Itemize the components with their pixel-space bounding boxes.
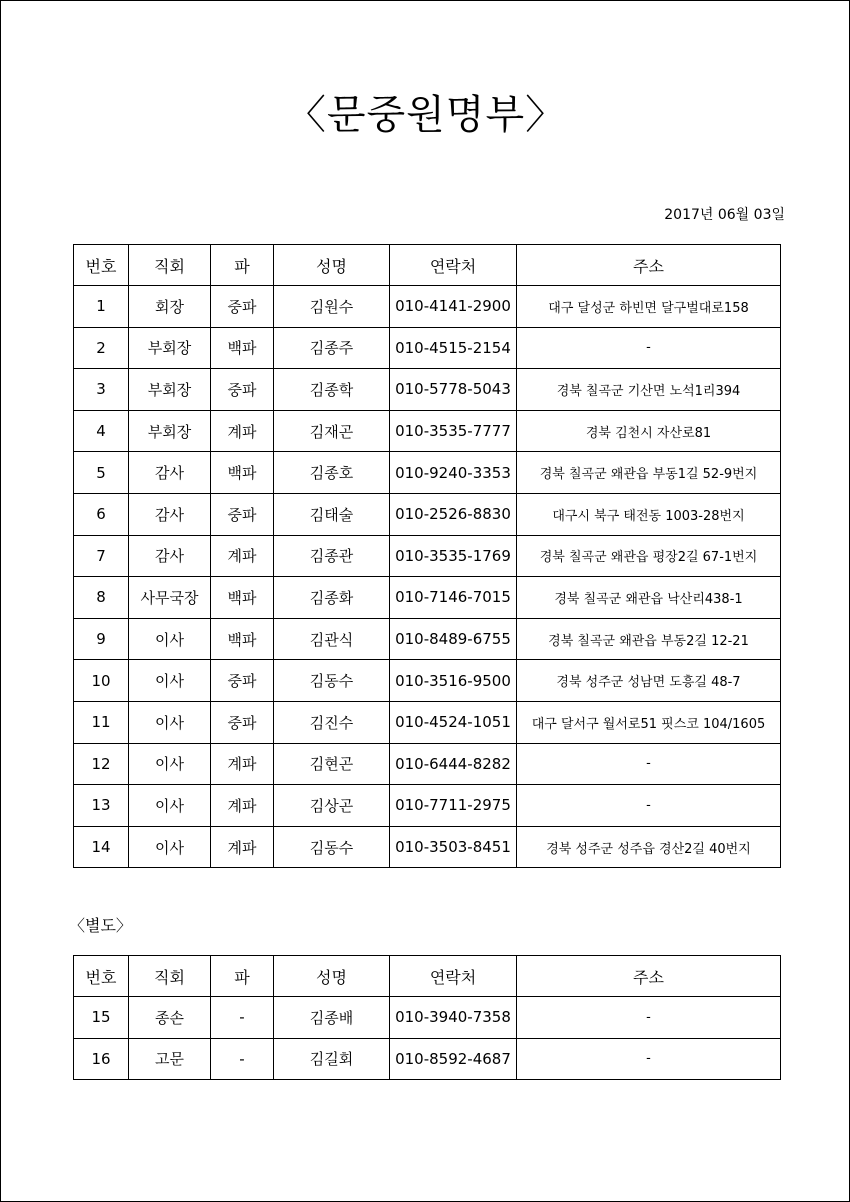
cell-number: 14 <box>74 826 129 868</box>
table-row <box>74 785 781 827</box>
cell-number: 3 <box>74 369 129 411</box>
cell-phone: 010-8489-6755 <box>390 618 517 660</box>
cell-number: 11 <box>74 701 129 743</box>
cell-address: - <box>517 785 781 827</box>
extra-member-rows <box>74 997 781 1080</box>
cell-address: - <box>517 997 781 1039</box>
cell-phone: 010-8592-4687 <box>390 1038 517 1080</box>
table-row <box>74 327 781 369</box>
cell-number: 13 <box>74 785 129 827</box>
cell-name: 김동수 <box>274 826 390 868</box>
cell-number: 9 <box>74 618 129 660</box>
cell-name: 김진수 <box>274 701 390 743</box>
cell-number: 7 <box>74 535 129 577</box>
document-date: 2017년 06월 03일 <box>664 207 785 223</box>
header-name: 성명 <box>274 245 390 286</box>
cell-phone: 010-3940-7358 <box>390 997 517 1039</box>
cell-name: 김종학 <box>274 369 390 411</box>
cell-number: 10 <box>74 660 129 702</box>
table-row <box>74 743 781 785</box>
member-rows <box>74 286 781 868</box>
header-phone: 연락처 <box>390 956 517 997</box>
cell-branch: 계파 <box>211 743 274 785</box>
cell-phone: 010-3535-1769 <box>390 535 517 577</box>
extra-roster-table <box>73 955 781 1080</box>
header-address: 주소 <box>517 956 781 997</box>
cell-address: 대구 달성군 하빈면 달구벌대로158 <box>517 286 781 328</box>
cell-number: 5 <box>74 452 129 494</box>
table-row <box>74 493 781 535</box>
cell-name: 김종관 <box>274 535 390 577</box>
header-address: 주소 <box>517 245 781 286</box>
cell-branch: 백파 <box>211 327 274 369</box>
table-row <box>74 618 781 660</box>
cell-phone: 010-6444-8282 <box>390 743 517 785</box>
extra-section-label: 〈별도〉 <box>69 916 132 935</box>
cell-address: 경북 칠곡군 왜관읍 평장2길 67-1번지 <box>517 535 781 577</box>
table-row <box>74 369 781 411</box>
cell-branch: 계파 <box>211 826 274 868</box>
cell-branch: 중파 <box>211 660 274 702</box>
cell-number: 4 <box>74 410 129 452</box>
cell-role: 이사 <box>129 826 211 868</box>
cell-role: 감사 <box>129 493 211 535</box>
cell-role: 부회장 <box>129 369 211 411</box>
header-role: 직회 <box>129 956 211 997</box>
table-row <box>74 997 781 1039</box>
cell-branch: 중파 <box>211 701 274 743</box>
document-title: 〈문중원명부〉 <box>285 92 567 138</box>
cell-branch: 중파 <box>211 286 274 328</box>
cell-address: 경북 김천시 자산로81 <box>517 410 781 452</box>
header-phone: 연락처 <box>390 245 517 286</box>
table-row <box>74 701 781 743</box>
cell-branch: 백파 <box>211 577 274 619</box>
cell-role: 고문 <box>129 1038 211 1080</box>
cell-name: 김종화 <box>274 577 390 619</box>
cell-phone: 010-7711-2975 <box>390 785 517 827</box>
cell-phone: 010-3503-8451 <box>390 826 517 868</box>
cell-address: 경북 성주군 성주읍 경산2길 40번지 <box>517 826 781 868</box>
cell-number: 8 <box>74 577 129 619</box>
table-row <box>74 660 781 702</box>
cell-name: 김태술 <box>274 493 390 535</box>
table-header-row <box>74 956 781 997</box>
cell-address: 경북 칠곡군 왜관읍 부동1길 52-9번지 <box>517 452 781 494</box>
cell-address: 경북 칠곡군 왜관읍 부동2길 12-21 <box>517 618 781 660</box>
cell-address: - <box>517 743 781 785</box>
header-number: 번호 <box>74 956 129 997</box>
cell-number: 1 <box>74 286 129 328</box>
table-row <box>74 826 781 868</box>
cell-number: 6 <box>74 493 129 535</box>
cell-phone: 010-4515-2154 <box>390 327 517 369</box>
cell-name: 김종배 <box>274 997 390 1039</box>
header-role: 직회 <box>129 245 211 286</box>
cell-name: 김현곤 <box>274 743 390 785</box>
cell-role: 감사 <box>129 535 211 577</box>
cell-name: 김원수 <box>274 286 390 328</box>
cell-name: 김종호 <box>274 452 390 494</box>
cell-number: 16 <box>74 1038 129 1080</box>
table-row <box>74 577 781 619</box>
header-number: 번호 <box>74 245 129 286</box>
cell-branch: 계파 <box>211 535 274 577</box>
table-header-row <box>74 245 781 286</box>
cell-address: 경북 칠곡군 왜관읍 낙산리438-1 <box>517 577 781 619</box>
cell-phone: 010-3535-7777 <box>390 410 517 452</box>
cell-role: 감사 <box>129 452 211 494</box>
cell-number: 2 <box>74 327 129 369</box>
cell-role: 부회장 <box>129 410 211 452</box>
cell-phone: 010-5778-5043 <box>390 369 517 411</box>
cell-number: 12 <box>74 743 129 785</box>
cell-address: 경북 칠곡군 기산면 노석1리394 <box>517 369 781 411</box>
cell-name: 김관식 <box>274 618 390 660</box>
cell-address: 경북 성주군 성남면 도흥길 48-7 <box>517 660 781 702</box>
cell-branch: 계파 <box>211 785 274 827</box>
cell-name: 김길회 <box>274 1038 390 1080</box>
cell-branch: - <box>211 997 274 1039</box>
cell-role: 이사 <box>129 701 211 743</box>
cell-role: 이사 <box>129 618 211 660</box>
cell-phone: 010-9240-3353 <box>390 452 517 494</box>
table-row <box>74 410 781 452</box>
cell-role: 회장 <box>129 286 211 328</box>
cell-role: 사무국장 <box>129 577 211 619</box>
table-row <box>74 1038 781 1080</box>
cell-phone: 010-3516-9500 <box>390 660 517 702</box>
table-row <box>74 286 781 328</box>
cell-address: 대구 달서구 월서로51 핏스코 104/1605 <box>517 701 781 743</box>
cell-number: 15 <box>74 997 129 1039</box>
cell-name: 김상곤 <box>274 785 390 827</box>
header-branch: 파 <box>211 956 274 997</box>
table-row <box>74 452 781 494</box>
cell-branch: 백파 <box>211 452 274 494</box>
cell-phone: 010-4141-2900 <box>390 286 517 328</box>
header-name: 성명 <box>274 956 390 997</box>
cell-address: - <box>517 1038 781 1080</box>
cell-name: 김동수 <box>274 660 390 702</box>
cell-role: 이사 <box>129 785 211 827</box>
cell-branch: 중파 <box>211 493 274 535</box>
cell-role: 부회장 <box>129 327 211 369</box>
member-roster-table <box>73 244 781 868</box>
cell-name: 김재곤 <box>274 410 390 452</box>
header-branch: 파 <box>211 245 274 286</box>
cell-name: 김종주 <box>274 327 390 369</box>
cell-branch: 계파 <box>211 410 274 452</box>
cell-role: 종손 <box>129 997 211 1039</box>
cell-branch: 중파 <box>211 369 274 411</box>
cell-role: 이사 <box>129 660 211 702</box>
cell-branch: - <box>211 1038 274 1080</box>
cell-phone: 010-4524-1051 <box>390 701 517 743</box>
cell-phone: 010-2526-8830 <box>390 493 517 535</box>
table-row <box>74 535 781 577</box>
cell-branch: 백파 <box>211 618 274 660</box>
cell-address: 대구시 북구 태전동 1003-28번지 <box>517 493 781 535</box>
cell-address: - <box>517 327 781 369</box>
cell-phone: 010-7146-7015 <box>390 577 517 619</box>
cell-role: 이사 <box>129 743 211 785</box>
